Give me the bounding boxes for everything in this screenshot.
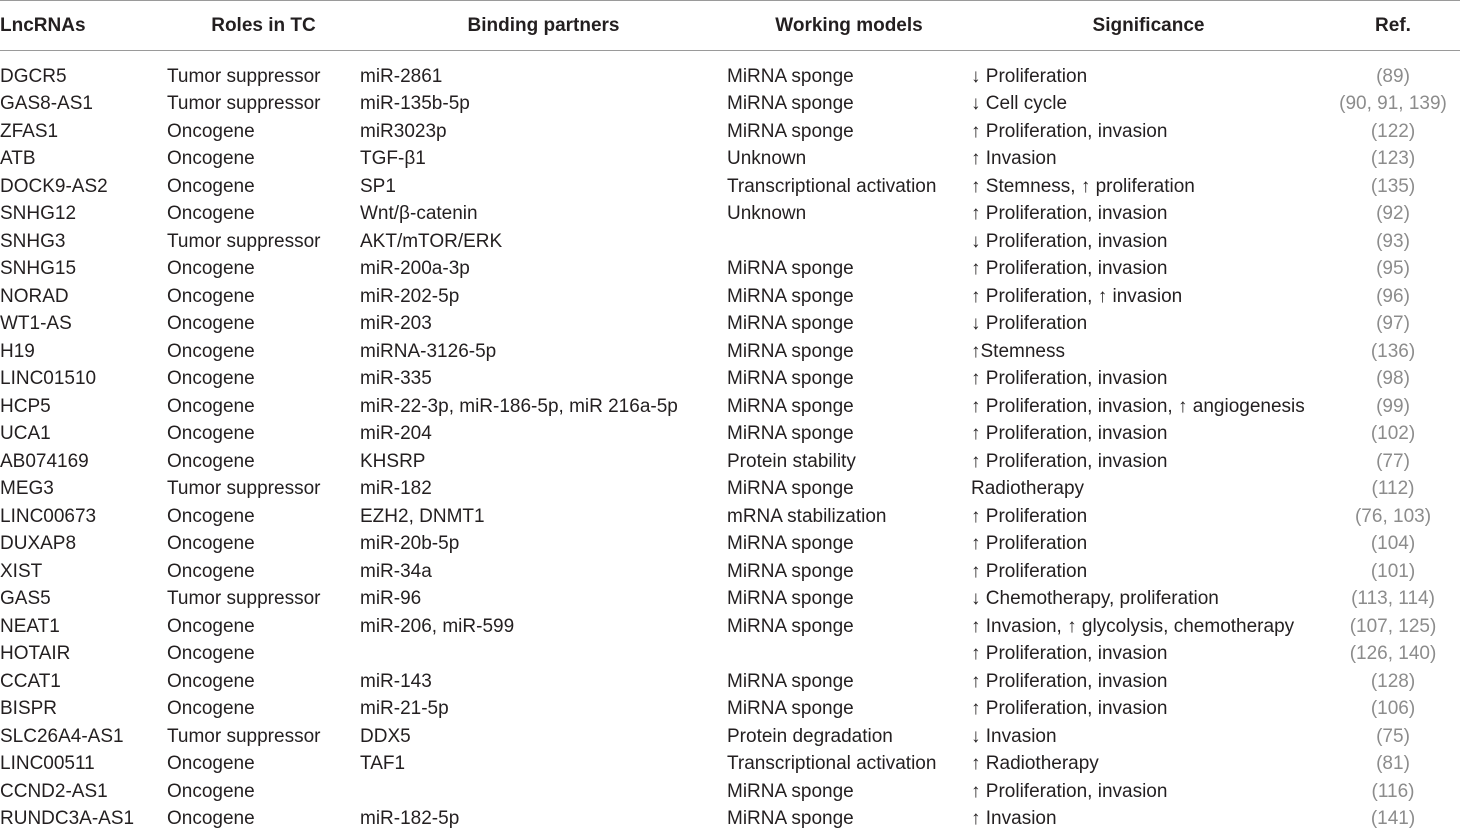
reference-link[interactable]: 102	[1377, 423, 1409, 444]
cell-ref: (76, 103)	[1326, 503, 1460, 531]
cell-binding-partner: miR-182-5p	[360, 806, 727, 833]
cell-working-model: MiRNA sponge	[727, 366, 971, 394]
reference-link[interactable]: 104	[1377, 533, 1409, 554]
cell-working-model: MiRNA sponge	[727, 421, 971, 449]
cell-working-model: Transcriptional activation	[727, 173, 971, 201]
cell-working-model: MiRNA sponge	[727, 393, 971, 421]
cell-binding-partner: miR-34a	[360, 558, 727, 586]
cell-role: Oncogene	[167, 338, 360, 366]
cell-binding-partner: Wnt/β-catenin	[360, 201, 727, 229]
cell-lncrna: CCAT1	[0, 668, 167, 696]
cell-role: Oncogene	[167, 118, 360, 146]
cell-binding-partner: miR-96	[360, 586, 727, 614]
cell-significance: ↑ Invasion, ↑ glycolysis, chemotherapy	[971, 613, 1326, 641]
cell-significance: ↓ Chemotherapy, proliferation	[971, 586, 1326, 614]
cell-significance: ↓ Proliferation, invasion	[971, 228, 1326, 256]
cell-significance: ↑ Proliferation, ↑ invasion	[971, 283, 1326, 311]
cell-significance: ↑ Proliferation, invasion	[971, 421, 1326, 449]
cell-working-model: MiRNA sponge	[727, 806, 971, 833]
cell-lncrna: WT1-AS	[0, 311, 167, 339]
cell-lncrna: SNHG12	[0, 201, 167, 229]
reference-link[interactable]: 106	[1377, 698, 1409, 719]
cell-working-model: MiRNA sponge	[727, 283, 971, 311]
cell-working-model	[727, 228, 971, 256]
cell-significance: ↑ Stemness, ↑ proliferation	[971, 173, 1326, 201]
table-row	[0, 201, 1460, 229]
cell-working-model: Unknown	[727, 201, 971, 229]
cell-binding-partner: miR-182	[360, 476, 727, 504]
header-roles: Roles in TC	[167, 1, 360, 51]
cell-lncrna: AB074169	[0, 448, 167, 476]
cell-role: Oncogene	[167, 503, 360, 531]
cell-binding-partner: miR-204	[360, 421, 727, 449]
cell-ref: (107, 125)	[1326, 613, 1460, 641]
cell-significance: ↑ Proliferation, invasion	[971, 448, 1326, 476]
cell-role: Tumor suppressor	[167, 476, 360, 504]
reference-link[interactable]: 75	[1382, 726, 1403, 747]
reference-link[interactable]: 122	[1377, 121, 1409, 142]
table-body	[0, 51, 1460, 833]
reference-link[interactable]: 92	[1382, 203, 1403, 224]
cell-lncrna: BISPR	[0, 696, 167, 724]
header-binding-partners: Binding partners	[360, 1, 727, 51]
cell-significance: ↓ Invasion	[971, 723, 1326, 751]
reference-link[interactable]: 135	[1377, 176, 1409, 197]
table-row	[0, 586, 1460, 614]
cell-lncrna: LINC01510	[0, 366, 167, 394]
cell-lncrna: SNHG3	[0, 228, 167, 256]
cell-binding-partner	[360, 778, 727, 806]
cell-lncrna: GAS8-AS1	[0, 91, 167, 119]
reference-link[interactable]: 98	[1382, 368, 1403, 389]
cell-role: Oncogene	[167, 668, 360, 696]
reference-link[interactable]: 97	[1382, 313, 1403, 334]
table-row	[0, 228, 1460, 256]
cell-working-model: Protein degradation	[727, 723, 971, 751]
header-ref: Ref.	[1326, 1, 1460, 51]
cell-working-model: Transcriptional activation	[727, 751, 971, 779]
cell-significance: ↑ Proliferation, invasion	[971, 696, 1326, 724]
table-row	[0, 91, 1460, 119]
cell-role: Oncogene	[167, 806, 360, 833]
cell-ref: (93)	[1326, 228, 1460, 256]
cell-working-model: mRNA stabilization	[727, 503, 971, 531]
cell-role: Oncogene	[167, 421, 360, 449]
cell-role: Oncogene	[167, 613, 360, 641]
reference-link[interactable]: 99	[1382, 396, 1403, 417]
reference-link[interactable]: 128	[1377, 671, 1409, 692]
cell-lncrna: DUXAP8	[0, 531, 167, 559]
table-row	[0, 338, 1460, 366]
cell-significance: ↑ Invasion	[971, 806, 1326, 833]
cell-working-model: Protein stability	[727, 448, 971, 476]
cell-significance: ↑ Proliferation, invasion	[971, 366, 1326, 394]
cell-working-model: MiRNA sponge	[727, 256, 971, 284]
cell-role: Oncogene	[167, 778, 360, 806]
cell-lncrna: HOTAIR	[0, 641, 167, 669]
table-row	[0, 51, 1460, 91]
cell-role: Oncogene	[167, 531, 360, 559]
cell-role: Oncogene	[167, 751, 360, 779]
cell-lncrna: CCND2-AS1	[0, 778, 167, 806]
reference-link[interactable]: 140	[1398, 643, 1430, 664]
cell-role: Tumor suppressor	[167, 723, 360, 751]
cell-ref: (81)	[1326, 751, 1460, 779]
table-row	[0, 503, 1460, 531]
reference-link[interactable]: 76	[1361, 506, 1382, 527]
cell-ref: (75)	[1326, 723, 1460, 751]
table-row	[0, 751, 1460, 779]
reference-link[interactable]: 93	[1382, 231, 1403, 252]
table-row	[0, 448, 1460, 476]
cell-binding-partner: miR-203	[360, 311, 727, 339]
cell-working-model: MiRNA sponge	[727, 586, 971, 614]
header-row	[0, 1, 1460, 51]
cell-working-model: MiRNA sponge	[727, 311, 971, 339]
cell-lncrna: ZFAS1	[0, 118, 167, 146]
cell-binding-partner: miRNA-3126-5p	[360, 338, 727, 366]
cell-significance: Radiotherapy	[971, 476, 1326, 504]
reference-link[interactable]: 126	[1356, 643, 1388, 664]
reference-link[interactable]: 89	[1382, 66, 1403, 87]
cell-binding-partner: miR-20b-5p	[360, 531, 727, 559]
reference-link[interactable]: 112	[1378, 478, 1408, 499]
cell-role: Oncogene	[167, 641, 360, 669]
cell-ref: (77)	[1326, 448, 1460, 476]
cell-significance: ↑ Proliferation, invasion	[971, 256, 1326, 284]
cell-role: Oncogene	[167, 201, 360, 229]
table-row	[0, 366, 1460, 394]
cell-lncrna: GAS5	[0, 586, 167, 614]
cell-lncrna: HCP5	[0, 393, 167, 421]
cell-significance: ↑Stemness	[971, 338, 1326, 366]
reference-link[interactable]: 101	[1377, 561, 1409, 582]
cell-binding-partner: miR-135b-5p	[360, 91, 727, 119]
table-row	[0, 421, 1460, 449]
table-row	[0, 393, 1460, 421]
table-row	[0, 476, 1460, 504]
cell-role: Tumor suppressor	[167, 91, 360, 119]
cell-lncrna: MEG3	[0, 476, 167, 504]
cell-role: Oncogene	[167, 146, 360, 174]
cell-ref: (104)	[1326, 531, 1460, 559]
cell-working-model: MiRNA sponge	[727, 118, 971, 146]
cell-ref: (96)	[1326, 283, 1460, 311]
cell-role: Oncogene	[167, 558, 360, 586]
cell-working-model: MiRNA sponge	[727, 531, 971, 559]
header-lncrnas: LncRNAs	[0, 1, 167, 51]
cell-role: Oncogene	[167, 256, 360, 284]
cell-lncrna: RUNDC3A-AS1	[0, 806, 167, 833]
cell-binding-partner: miR-22-3p, miR-186-5p, miR 216a-5p	[360, 393, 727, 421]
cell-significance: ↑ Proliferation, invasion	[971, 668, 1326, 696]
table-row	[0, 531, 1460, 559]
cell-ref: (101)	[1326, 558, 1460, 586]
table-row	[0, 668, 1460, 696]
table-row	[0, 146, 1460, 174]
cell-role: Tumor suppressor	[167, 586, 360, 614]
table-row	[0, 723, 1460, 751]
cell-binding-partner: miR-143	[360, 668, 727, 696]
reference-link[interactable]: 107	[1356, 616, 1388, 637]
cell-binding-partner: AKT/mTOR/ERK	[360, 228, 727, 256]
cell-role: Oncogene	[167, 311, 360, 339]
cell-working-model: MiRNA sponge	[727, 91, 971, 119]
reference-link[interactable]: 95	[1382, 258, 1403, 279]
cell-lncrna: NEAT1	[0, 613, 167, 641]
table-row	[0, 806, 1460, 833]
cell-ref: (113, 114)	[1326, 586, 1460, 614]
cell-binding-partner	[360, 641, 727, 669]
cell-binding-partner: miR-200a-3p	[360, 256, 727, 284]
cell-binding-partner: DDX5	[360, 723, 727, 751]
cell-working-model: MiRNA sponge	[727, 51, 971, 91]
cell-binding-partner: KHSRP	[360, 448, 727, 476]
cell-ref: (123)	[1326, 146, 1460, 174]
cell-binding-partner: TGF-β1	[360, 146, 727, 174]
table-row	[0, 173, 1460, 201]
cell-role: Oncogene	[167, 393, 360, 421]
reference-link[interactable]: 139	[1409, 93, 1441, 114]
cell-ref: (102)	[1326, 421, 1460, 449]
table-row	[0, 311, 1460, 339]
cell-ref: (97)	[1326, 311, 1460, 339]
cell-working-model: MiRNA sponge	[727, 696, 971, 724]
cell-role: Tumor suppressor	[167, 51, 360, 91]
cell-working-model: MiRNA sponge	[727, 613, 971, 641]
cell-lncrna: DGCR5	[0, 51, 167, 91]
cell-ref: (99)	[1326, 393, 1460, 421]
cell-ref: (126, 140)	[1326, 641, 1460, 669]
cell-lncrna: H19	[0, 338, 167, 366]
reference-link[interactable]: 91	[1377, 93, 1398, 114]
cell-ref: (90, 91, 139)	[1326, 91, 1460, 119]
cell-role: Oncogene	[167, 173, 360, 201]
cell-binding-partner: SP1	[360, 173, 727, 201]
table-row	[0, 641, 1460, 669]
reference-link[interactable]: 141	[1377, 808, 1409, 829]
cell-binding-partner: miR-21-5p	[360, 696, 727, 724]
cell-lncrna: NORAD	[0, 283, 167, 311]
cell-role: Oncogene	[167, 366, 360, 394]
cell-significance: ↓ Proliferation	[971, 311, 1326, 339]
cell-lncrna: SLC26A4-AS1	[0, 723, 167, 751]
reference-link[interactable]: 113	[1357, 588, 1387, 609]
cell-significance: ↑ Proliferation, invasion	[971, 201, 1326, 229]
cell-lncrna: UCA1	[0, 421, 167, 449]
reference-link[interactable]: 125	[1398, 616, 1430, 637]
cell-ref: (92)	[1326, 201, 1460, 229]
cell-working-model: MiRNA sponge	[727, 668, 971, 696]
reference-link[interactable]: 77	[1382, 451, 1403, 472]
cell-lncrna: XIST	[0, 558, 167, 586]
reference-link[interactable]: 123	[1377, 148, 1409, 169]
cell-lncrna: SNHG15	[0, 256, 167, 284]
table-row	[0, 283, 1460, 311]
cell-ref: (98)	[1326, 366, 1460, 394]
cell-working-model: Unknown	[727, 146, 971, 174]
cell-ref: (136)	[1326, 338, 1460, 366]
cell-ref: (112)	[1326, 476, 1460, 504]
reference-link[interactable]: 116	[1378, 781, 1408, 802]
header-working-models: Working models	[727, 1, 971, 51]
cell-significance: ↑ Proliferation, invasion	[971, 641, 1326, 669]
cell-lncrna: LINC00673	[0, 503, 167, 531]
table-row	[0, 118, 1460, 146]
reference-link[interactable]: 136	[1377, 341, 1409, 362]
cell-lncrna: DOCK9-AS2	[0, 173, 167, 201]
cell-significance: ↑ Invasion	[971, 146, 1326, 174]
cell-significance: ↑ Proliferation, invasion, ↑ angiogenesis	[971, 393, 1326, 421]
table-row	[0, 778, 1460, 806]
table-row	[0, 256, 1460, 284]
cell-ref: (116)	[1326, 778, 1460, 806]
table-row	[0, 558, 1460, 586]
cell-role: Oncogene	[167, 696, 360, 724]
cell-binding-partner: TAF1	[360, 751, 727, 779]
cell-role: Tumor suppressor	[167, 228, 360, 256]
cell-ref: (135)	[1326, 173, 1460, 201]
cell-working-model: MiRNA sponge	[727, 778, 971, 806]
cell-lncrna: ATB	[0, 146, 167, 174]
cell-significance: ↑ Radiotherapy	[971, 751, 1326, 779]
table-row	[0, 613, 1460, 641]
cell-role: Oncogene	[167, 448, 360, 476]
cell-working-model	[727, 641, 971, 669]
cell-ref: (122)	[1326, 118, 1460, 146]
cell-binding-partner: miR-2861	[360, 51, 727, 91]
reference-link[interactable]: 96	[1382, 286, 1403, 307]
table-header	[0, 1, 1460, 51]
cell-significance: ↑ Proliferation	[971, 558, 1326, 586]
cell-ref: (89)	[1326, 51, 1460, 91]
cell-binding-partner: miR3023p	[360, 118, 727, 146]
cell-working-model: MiRNA sponge	[727, 476, 971, 504]
reference-link[interactable]: 90	[1345, 93, 1366, 114]
table-row	[0, 696, 1460, 724]
reference-link[interactable]: 103	[1393, 506, 1425, 527]
cell-ref: (141)	[1326, 806, 1460, 833]
cell-lncrna: LINC00511	[0, 751, 167, 779]
cell-binding-partner: miR-202-5p	[360, 283, 727, 311]
cell-significance: ↑ Proliferation	[971, 503, 1326, 531]
cell-ref: (106)	[1326, 696, 1460, 724]
reference-link[interactable]: 114	[1398, 588, 1428, 609]
cell-working-model: MiRNA sponge	[727, 558, 971, 586]
cell-significance: ↓ Proliferation	[971, 51, 1326, 91]
cell-role: Oncogene	[167, 283, 360, 311]
cell-significance: ↑ Proliferation, invasion	[971, 118, 1326, 146]
cell-binding-partner: miR-206, miR-599	[360, 613, 727, 641]
cell-ref: (95)	[1326, 256, 1460, 284]
cell-binding-partner: EZH2, DNMT1	[360, 503, 727, 531]
cell-working-model: MiRNA sponge	[727, 338, 971, 366]
cell-ref: (128)	[1326, 668, 1460, 696]
header-significance: Significance	[971, 1, 1326, 51]
cell-significance: ↑ Proliferation, invasion	[971, 778, 1326, 806]
cell-binding-partner: miR-335	[360, 366, 727, 394]
reference-link[interactable]: 81	[1382, 753, 1403, 774]
cell-significance: ↑ Proliferation	[971, 531, 1326, 559]
cell-significance: ↓ Cell cycle	[971, 91, 1326, 119]
